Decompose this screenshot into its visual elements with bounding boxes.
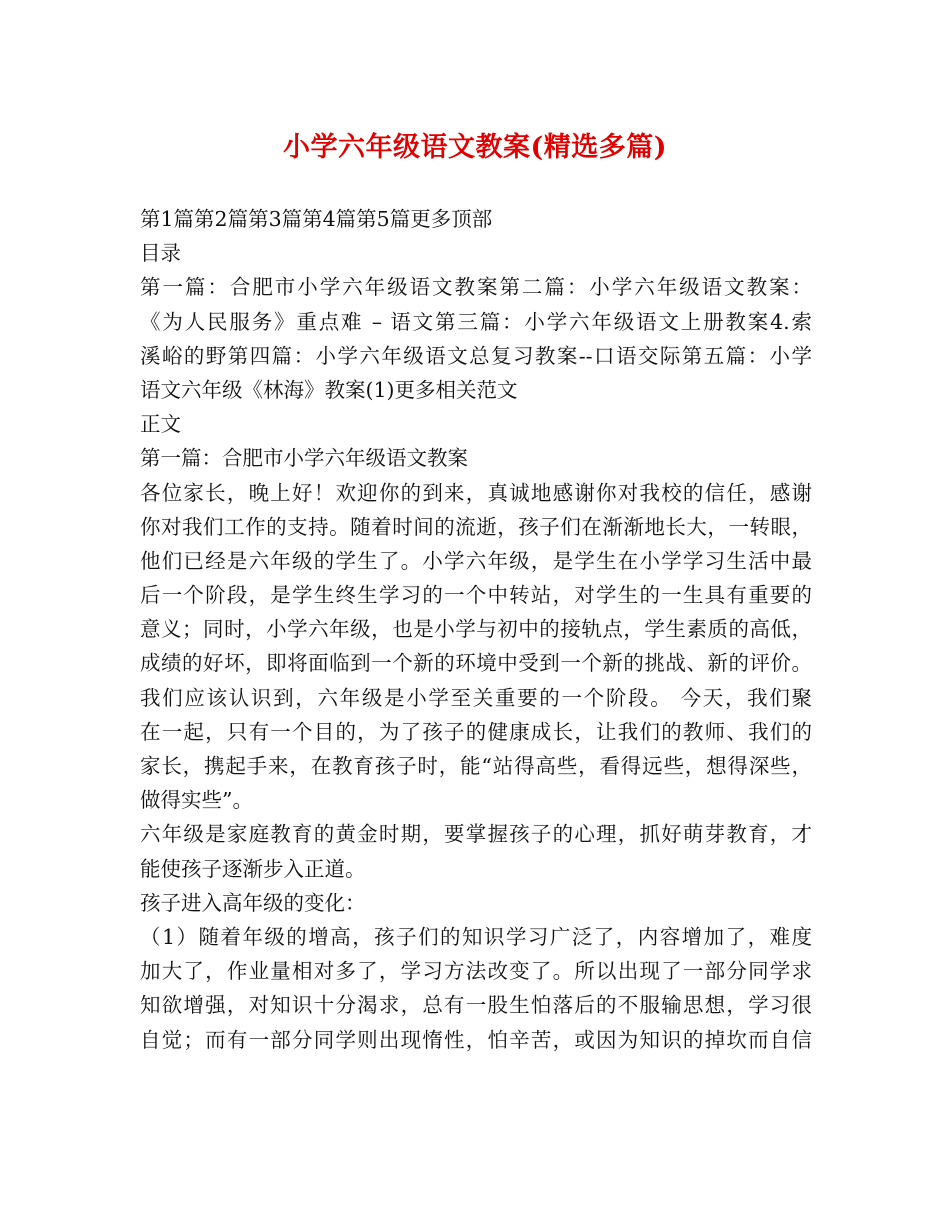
text-line: 目录 [140,241,181,266]
text-line: 我们应该认识到，六年级是小学至关重要的一个阶段。 今天，我们聚 [140,685,812,710]
text-line: 做得实些”。 [140,788,253,813]
text-line: 你对我们工作的支持。随着时间的流逝，孩子们在渐渐地长大，一转眼， [140,514,812,539]
text-line: 正文 [140,412,181,437]
text-line: 家长，携起手来，在教育孩子时，能“站得高些，看得远些，想得深些， [140,754,812,778]
text-line: 后一个阶段，是学生终生学习的一个中转站，对学生的一生具有重要的 [140,583,812,608]
text-line: 语文六年级《林海》教案(1)更多相关范文 [140,377,518,402]
text-line: 加大了，作业量相对多了，学习方法改变了。所以出现了一部分同学求 [140,959,812,984]
text-line: 《为人民服务》重点难 – 语文第三篇：小学六年级语文上册教案4.索 [140,309,812,334]
text-line: 能使孩子逐渐步入正道。 [140,856,366,881]
text-line: 第1篇第2篇第3篇第4篇第5篇更多顶部 [140,207,493,231]
text-line: 意义；同时，小学六年级，也是小学与初中的接轨点，学生素质的高低， [140,617,812,642]
text-line: 第一篇：合肥市小学六年级语文教案 [140,446,468,471]
text-line: （1）随着年级的增高，孩子们的知识学习广泛了，内容增加了，难度 [140,924,812,949]
text-line: 知欲增强，对知识十分渴求，总有一股生怕落后的不服输思想，学习很 [140,993,812,1018]
text-line: 孩子进入高年级的变化： [140,890,366,915]
text-line: 他们已经是六年级的学生了。小学六年级，是学生在小学学习生活中最 [140,548,812,573]
text-line: 溪峪的野第四篇：小学六年级语文总复习教案--口语交际第五篇：小学 [140,343,812,368]
text-line: 各位家长，晚上好！欢迎你的到来，真诚地感谢你对我校的信任，感谢 [140,480,812,505]
text-line: 在一起，只有一个目的，为了孩子的健康成长，让我们的教师、我们的 [140,719,812,744]
text-line: 六年级是家庭教育的黄金时期，要掌握孩子的心理，抓好萌芽教育，才 [140,822,812,847]
document-title: 小学六年级语文教案(精选多篇) [282,132,668,163]
text-line: 第一篇：合肥市小学六年级语文教案第二篇：小学六年级语文教案： [140,275,812,300]
document-body [140,202,812,1057]
text-line: 成绩的好坏，即将面临到一个新的环境中受到一个新的挑战、新的评价。 [140,651,812,676]
text-line: 自觉；而有一部分同学则出现惰性，怕辛苦，或因为知识的掉坎而自信 [140,1027,812,1052]
